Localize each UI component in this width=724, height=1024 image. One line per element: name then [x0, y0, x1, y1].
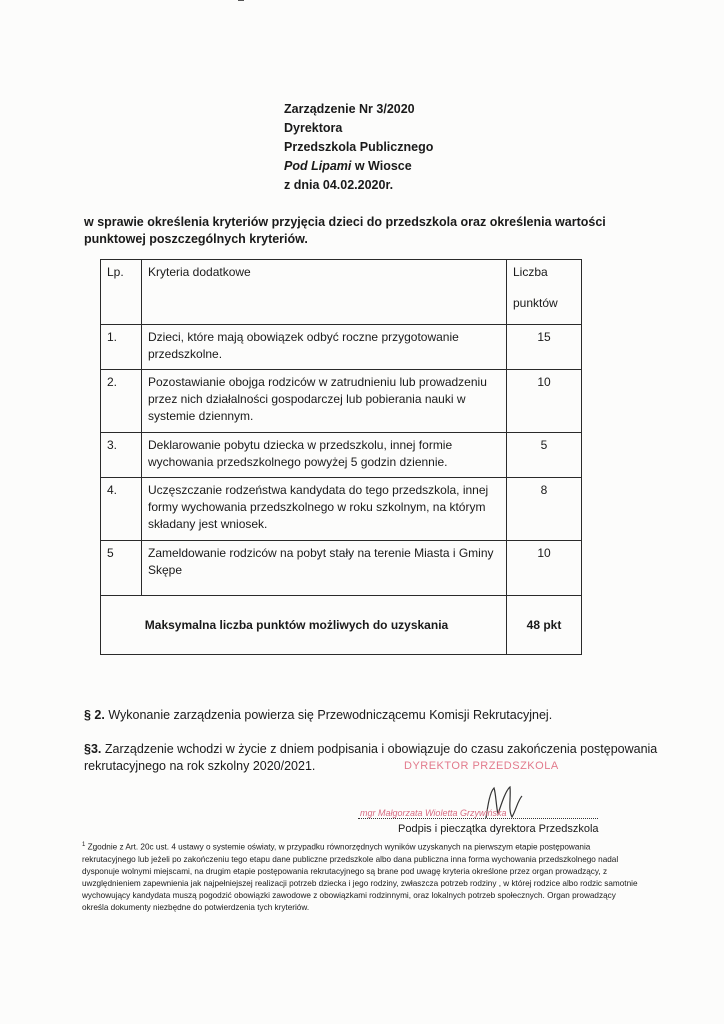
- table-row: [101, 433, 582, 478]
- criteria-table: [100, 259, 582, 655]
- footnote-text: Zgodnie z Art. 20c ust. 4 ustawy o systemie oświaty, w przypadku równorzędnych wyników uzyskanych na pierwszym etapie postępowania rekrutacyjnego lub jeżeli po zakończeniu tego etapu dane publiczne przedszkole albo dana publiczna inna forma wychowania przedszkolnego nadal dysponuje wolnymi miejscami, na drugim etapie postępowania rekrutacyjnego są brane pod uwagę kryteria określone przez organ prowadzący, z uwzględnieniem zapewnienia jak najpełniejszej realizacji potrzeb dziecka i jego rodziny, zwłaszcza potrzeb rodziny , w której rodzice albo rodzic samotnie wychowujący kandydata muszą pogodzić obowiązki zawodowe z obowiązkami rodzinnymi, oraz lokalnych potrzeb społecznych. Organ prowadzący określa dokumenty niezbędne do potwierdzenia tych kryteriów.: [82, 842, 638, 912]
- header-line-dyrektora: Dyrektora: [284, 121, 343, 135]
- header-criteria: Kryteria dodatkowe: [142, 260, 507, 325]
- table-sum-row: [101, 596, 582, 655]
- paragraph-2-text: Wykonanie zarządzenia powierza się Przewodniczącemu Komisji Rekrutacyjnej.: [104, 708, 553, 722]
- row-criterion: Deklarowanie pobytu dziecka w przedszkolu, innej formie wychowania przedszkolnego powyżej 5 godzin dziennie.: [142, 433, 507, 478]
- table-header-row: [101, 260, 582, 325]
- footnote: [82, 839, 642, 914]
- row-points: 10: [507, 541, 582, 596]
- scan-mark: [238, 0, 244, 1]
- row-points: 5: [507, 433, 582, 478]
- header-date: z dnia 04.02.2020r.: [284, 178, 394, 192]
- row-criterion: Dzieci, które mają obowiązek odbyć roczne przygotowanie przedszkolne.: [142, 325, 507, 370]
- row-lp: 2.: [101, 370, 142, 433]
- row-points: 15: [507, 325, 582, 370]
- document-subject: w sprawie określenia kryteriów przyjęcia dzieci do przedszkola oraz określenia wartości punktowej poszczególnych kryteriów.: [84, 215, 606, 246]
- header-lp: Lp.: [101, 260, 142, 325]
- row-criterion: Uczęszczanie rodzeństwa kandydata do tego przedszkola, innej formy wychowania przedszkolnego w roku szkolnym, na którym składany jest wniosek.: [142, 478, 507, 541]
- paragraph-3-marker: §3.: [84, 742, 102, 756]
- signature-caption: Podpis i pieczątka dyrektora Przedszkola: [398, 823, 599, 835]
- row-lp: 4.: [101, 478, 142, 541]
- row-lp: 1.: [101, 325, 142, 370]
- header-points-line1: Liczba: [513, 265, 548, 279]
- row-lp: 3.: [101, 433, 142, 478]
- header-points-line2: punktów: [513, 296, 558, 310]
- row-points: 8: [507, 478, 582, 541]
- table-row: [101, 541, 582, 596]
- paragraph-2: [84, 707, 552, 724]
- table-row: [101, 478, 582, 541]
- stamp-name: mgr Małgorzata Wioletta Grzywińska: [360, 808, 507, 818]
- footnote-number: 1: [82, 842, 86, 848]
- institution-name: Pod Lipami: [284, 159, 352, 173]
- sum-label: Maksymalna liczba punktów możliwych do uzyskania: [101, 596, 507, 655]
- row-points: 10: [507, 370, 582, 433]
- header-line-institution: Przedszkola Publicznego: [284, 140, 434, 154]
- header-line-name: [284, 157, 433, 176]
- row-criterion: Pozostawianie obojga rodziców w zatrudnieniu lub prowadzeniu przez nich działalności gospodarczej lub pobierania nauki w systemie dziennym.: [142, 370, 507, 433]
- sum-value: 48 pkt: [507, 596, 582, 655]
- header-title: Zarządzenie Nr 3/2020: [284, 102, 415, 116]
- stamp-title: DYREKTOR PRZEDSZKOLA: [404, 760, 559, 772]
- paragraph-3: [84, 741, 684, 775]
- document-header: [284, 100, 433, 195]
- institution-location: w Wiosce: [351, 159, 412, 173]
- paragraph-2-marker: § 2.: [84, 708, 105, 722]
- header-points: [507, 260, 582, 325]
- table-row: [101, 325, 582, 370]
- paragraph-3-text: Zarządzenie wchodzi w życie z dniem podpisania i obowiązuje do czasu zakończenia postępowania rekrutacyjnego na rok szkolny 2020/2021.: [84, 742, 658, 773]
- row-lp: 5: [101, 541, 142, 596]
- row-criterion: Zameldowanie rodziców na pobyt stały na terenie Miasta i Gminy Skępe: [142, 541, 507, 596]
- table-row: [101, 370, 582, 433]
